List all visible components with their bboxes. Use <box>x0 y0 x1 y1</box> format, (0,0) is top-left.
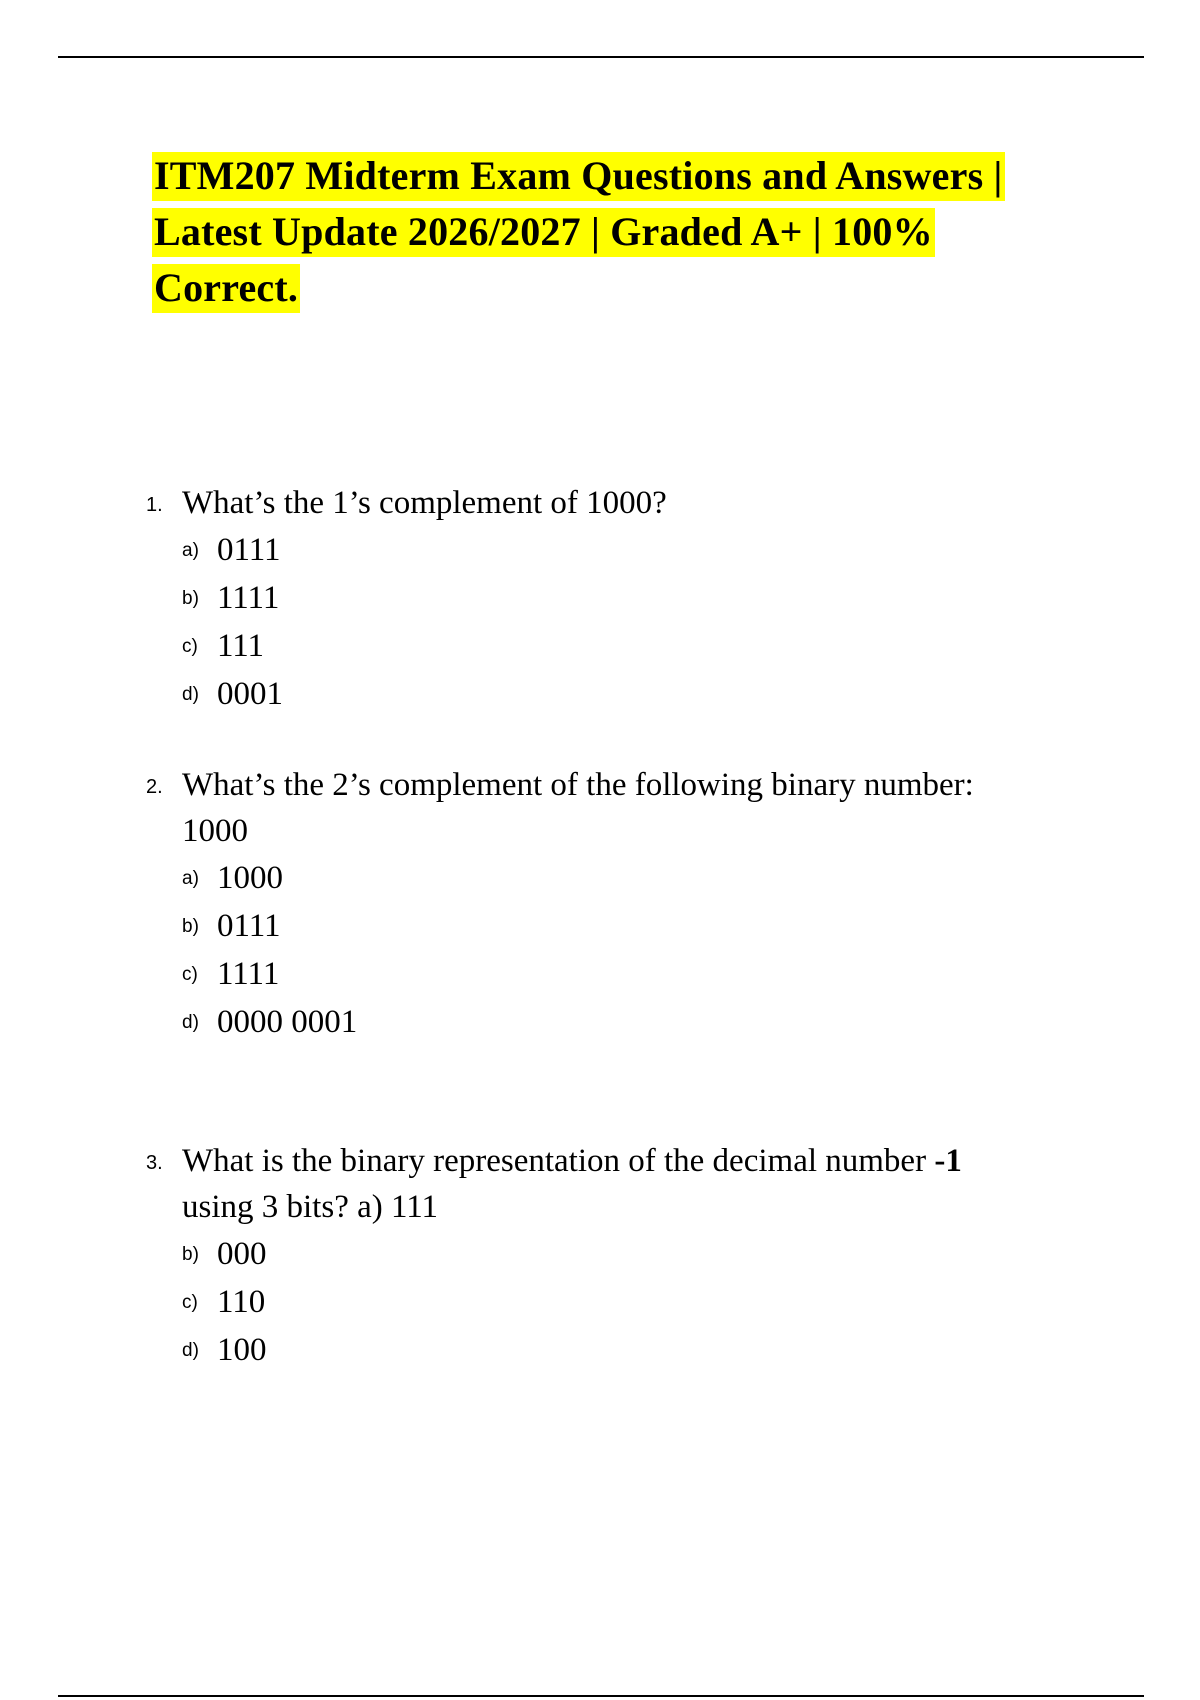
option-d <box>182 670 1086 718</box>
question-text: What’s the 1’s complement of 1000? <box>182 485 667 521</box>
option-d <box>182 998 1086 1046</box>
document-title <box>152 148 1112 316</box>
question-text-part: What is the binary representation of the decimal number <box>182 1143 935 1179</box>
question-text-continued: 1000 <box>182 813 248 849</box>
option-b <box>182 902 1086 950</box>
option-c <box>182 622 1086 670</box>
question-1 <box>146 480 1086 718</box>
option-letter: c) <box>182 1292 198 1313</box>
option-c <box>182 1278 1086 1326</box>
question-number: 2. <box>146 776 163 798</box>
option-letter: b) <box>182 916 199 937</box>
title-highlight: Latest Update 2026/2027 | Graded A+ | 100% <box>152 208 935 257</box>
option-text: 110 <box>217 1284 266 1320</box>
question-stem <box>146 1138 1086 1230</box>
option-text: 1111 <box>217 580 280 616</box>
question-3 <box>146 1138 1086 1374</box>
question-stem <box>146 480 1086 526</box>
option-text: 1111 <box>217 956 280 992</box>
question-number: 1. <box>146 494 163 516</box>
option-letter: a) <box>182 868 199 889</box>
option-text: 1000 <box>217 860 283 896</box>
option-a <box>182 854 1086 902</box>
option-letter: d) <box>182 684 199 705</box>
option-text: 000 <box>217 1236 267 1272</box>
option-letter: a) <box>182 540 199 561</box>
option-list <box>146 526 1086 718</box>
title-highlight: Correct. <box>152 264 300 313</box>
option-a <box>182 526 1086 574</box>
option-letter: b) <box>182 588 199 609</box>
option-text: 0001 <box>217 676 283 712</box>
option-list <box>146 854 1086 1046</box>
option-text: 111 <box>217 628 265 664</box>
option-text: 100 <box>217 1332 267 1368</box>
option-c <box>182 950 1086 998</box>
question-text-bold: -1 <box>934 1143 962 1179</box>
option-text: 0111 <box>217 908 281 944</box>
option-d <box>182 1326 1086 1374</box>
question-text <box>182 1143 962 1179</box>
footer-rule <box>58 1695 1144 1697</box>
option-text: 0111 <box>217 532 281 568</box>
option-letter: d) <box>182 1012 199 1033</box>
option-letter: c) <box>182 964 198 985</box>
title-line <box>152 148 1112 204</box>
question-list <box>146 480 1086 1374</box>
option-text: 0000 0001 <box>217 1004 358 1040</box>
question-number: 3. <box>146 1152 163 1174</box>
option-b <box>182 1230 1086 1278</box>
question-text: What’s the 2’s complement of the following binary number: <box>182 767 974 803</box>
title-line <box>152 204 1112 260</box>
option-b <box>182 574 1086 622</box>
option-letter: c) <box>182 636 198 657</box>
question-text-continued: using 3 bits? a) 111 <box>182 1189 439 1225</box>
option-list <box>146 1230 1086 1374</box>
question-stem <box>146 762 1086 854</box>
option-letter: b) <box>182 1244 199 1265</box>
header-rule <box>58 56 1144 58</box>
question-2 <box>146 762 1086 1046</box>
option-letter: d) <box>182 1340 199 1361</box>
title-highlight: ITM207 Midterm Exam Questions and Answers | <box>152 152 1005 201</box>
title-line <box>152 260 1112 316</box>
